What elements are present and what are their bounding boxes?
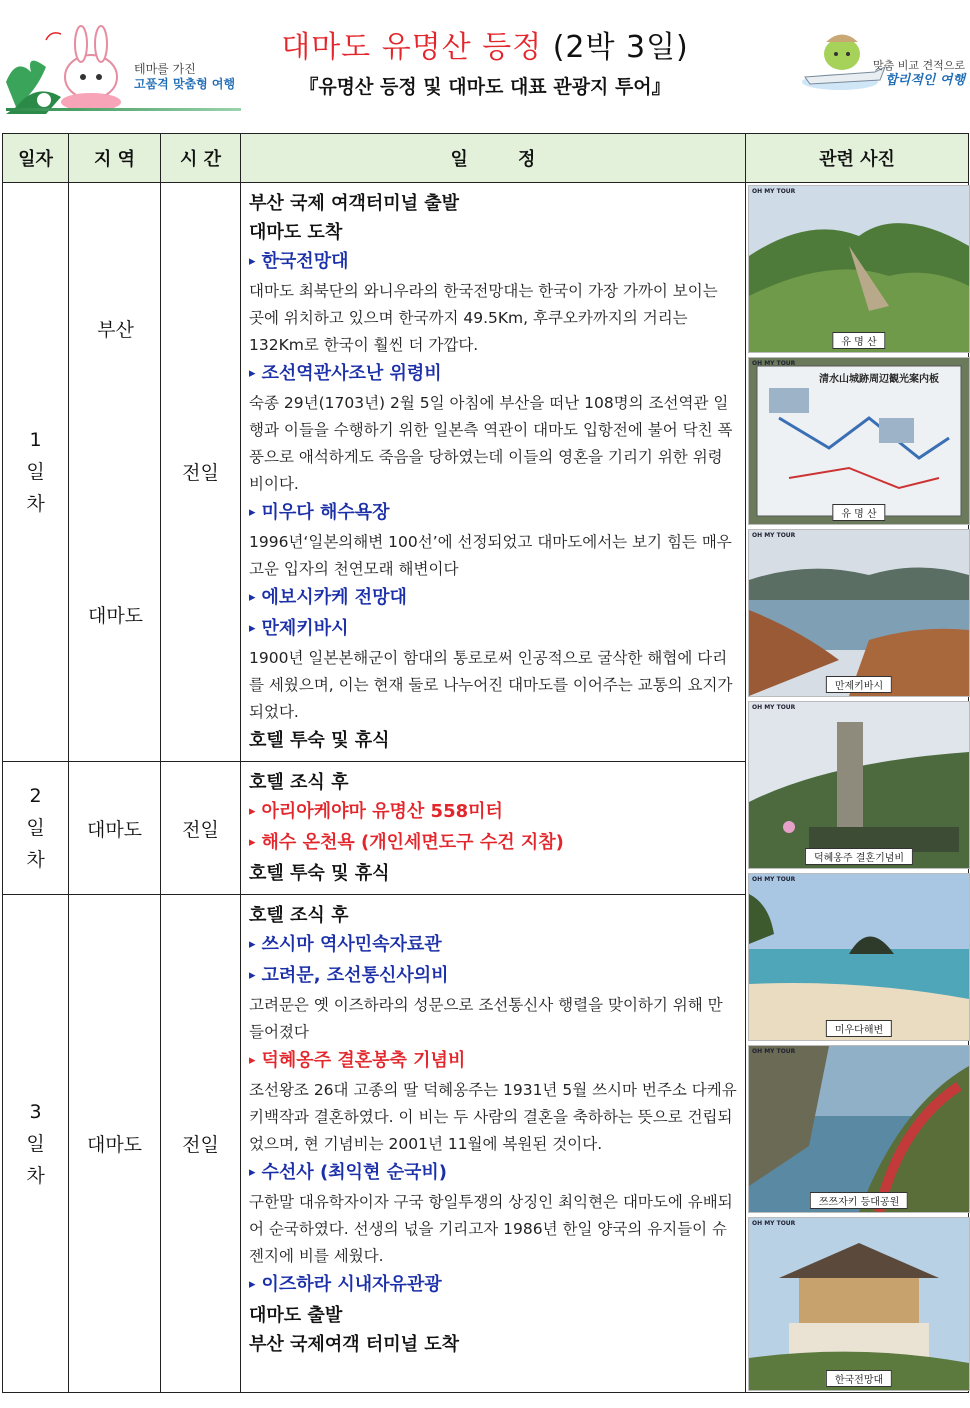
photo-caption: 유 명 산: [832, 504, 885, 521]
photo-beach: [748, 873, 970, 1041]
page-subtitle: 『유명산 등정 및 대마도 대표 관광지 투어』: [299, 76, 671, 98]
schedule-desc: 숙종 29년(1703년) 2월 5일 아침에 부산을 떠난 108명의 조선역관 일행과 이들을 수행하기 위한 일본측 역관이 대마도 입항전에 불어 닥친 폭풍으로 애석하게도 죽음을 당하였는데 이들의 영혼을 기리기 위한 위령비이다.: [249, 394, 733, 493]
col-header-region: 지 역: [69, 134, 161, 183]
schedule-desc: 조선왕조 26대 고종의 딸 덕혜옹주는 1931년 5월 쓰시마 번주소 다케유키백작과 결혼하였다. 이 비는 두 사람의 결혼을 축하하는 뜻으로 건립되었으며, 현 기념비는 2001년 11월에 복원된 것이다.: [249, 1081, 737, 1154]
region-cell-2: 대마도: [69, 761, 161, 894]
table-header-row: [3, 134, 969, 183]
photo-caption: 한국전망대: [826, 1370, 892, 1387]
schedule-sub-item: ▸ 한국전망대: [249, 247, 737, 278]
schedule-sub-item: ▸ 조선역관사조난 위령비: [249, 359, 737, 390]
schedule-item: 부산 국제 여객터미널 출발: [249, 193, 460, 214]
col-header-day: 일자: [3, 134, 69, 183]
photo-monument: [748, 701, 970, 869]
schedule-item: 대마도 도착: [249, 222, 343, 243]
photo-caption: 덕혜옹주 결혼기념비: [805, 848, 913, 865]
day-cell-2: [3, 761, 69, 894]
day-char: 차: [26, 1164, 45, 1187]
watermark: OH MY TOUR: [752, 876, 796, 883]
schedule-sub-item: ▸ 고려문, 조선통신사의비: [249, 961, 737, 992]
left-tagline-1: 테마를 가진: [134, 62, 196, 76]
schedule-desc: 대마도 최북단의 와니우라의 한국전망대는 한국이 가장 가까이 보이는 곳에 위치하고 있으며 한국까지 49.5Km, 후쿠오카까지의 거리는 132Km로 한국이 훨씬 더 가깝다.: [249, 282, 718, 354]
title-duration: (2박 3일): [552, 30, 689, 65]
photo-caption: 유 명 산: [832, 332, 885, 349]
watermark: OH MY TOUR: [752, 1220, 796, 1227]
day-cell-1: [3, 183, 69, 762]
region-cell-3: 대마도: [69, 895, 161, 1393]
photo-caption: 미우다해변: [826, 1020, 892, 1037]
table-row: [3, 183, 969, 762]
schedule-item: 호텔 조식 후: [249, 905, 349, 927]
region-cell-1: [69, 183, 161, 762]
day-cell-3: [3, 895, 69, 1393]
schedule-cell-3: [241, 895, 746, 1393]
day-number: 1: [29, 428, 42, 451]
schedule-cell-1: [241, 183, 746, 762]
title-main: 대마도 유명산 등정: [281, 30, 543, 65]
day-char: 차: [26, 492, 45, 515]
watermark: OH MY TOUR: [752, 532, 796, 539]
schedule-sub-item: ▸ 미우다 해수욕장: [249, 498, 737, 529]
watermark: OH MY TOUR: [752, 704, 796, 711]
time-cell-1: 전일: [161, 183, 241, 762]
header: [0, 0, 970, 120]
day-char: 차: [26, 849, 45, 872]
photo-bay: [748, 529, 970, 697]
left-tagline-2: 고품격 맞춤형 여행: [134, 77, 236, 91]
schedule-sub-item: ▸ 만제키바시: [249, 614, 737, 645]
col-header-schedule: 일 정: [241, 134, 746, 183]
col-header-photos: 관련 사진: [746, 134, 969, 183]
schedule-sub-item: ▸ 수선사 (최익현 순국비): [249, 1158, 737, 1189]
col-header-time: 시 간: [161, 134, 241, 183]
day-number: 2: [29, 785, 42, 808]
schedule-item: 부산 국제여객 터미널 도착: [249, 1334, 460, 1356]
sign-text: 清水山城跡周辺観光案内板: [819, 374, 939, 385]
time-cell-2: 전일: [161, 761, 241, 894]
schedule-cell-2: [241, 761, 746, 894]
photo-caption: 만제키바시: [826, 676, 892, 693]
day-char: 일: [26, 1132, 45, 1155]
schedule-item: 호텔 투숙 및 휴식: [249, 862, 390, 884]
photo-signboard: [748, 357, 970, 525]
schedule-desc: 고려문은 옛 이즈하라의 성문으로 조선통신사 행렬을 맞이하기 위해 만들어졌다: [249, 996, 723, 1042]
schedule-sub-item: ▸ 에보시카케 전망대: [249, 583, 737, 614]
day-number: 3: [29, 1100, 42, 1123]
day-char: 일: [26, 817, 45, 840]
photos-column: [746, 183, 969, 1393]
itinerary-table: [2, 133, 969, 1393]
brand-logo-right: [800, 22, 970, 102]
photo-caption: 쯔쯔자키 등대공원: [810, 1192, 908, 1209]
day-char: 일: [26, 460, 45, 483]
schedule-sub-item: ▸ 이즈하라 시내자유관광: [249, 1270, 737, 1301]
schedule-sub-item: ▸ 해수 온천욕 (개인세면도구 수건 지참): [249, 828, 737, 859]
photo-park: [748, 1045, 970, 1213]
schedule-item: 호텔 투숙 및 휴식: [249, 730, 390, 751]
watermark: OH MY TOUR: [752, 188, 796, 195]
region-busan: 부산: [97, 319, 134, 341]
schedule-item: 대마도 출발: [249, 1305, 343, 1327]
time-cell-3: 전일: [161, 895, 241, 1393]
photo-pavilion: [748, 1217, 970, 1391]
right-tagline-2: 합리적인 여행: [885, 73, 965, 88]
schedule-sub-item: ▸ 쓰시마 역사민속자료관: [249, 930, 737, 961]
schedule-desc: 1900년 일본본해군이 함대의 통로로써 인공적으로 굴삭한 해협에 다리를 세웠으며, 이는 현재 둘로 나누어진 대마도를 이어주는 교통의 요지가 되었다.: [249, 649, 733, 721]
photo-mountain: [748, 185, 970, 353]
schedule-item: 호텔 조식 후: [249, 771, 349, 793]
schedule-desc: 구한말 대유학자이자 구국 항일투쟁의 상징인 최익현은 대마도에 유배되어 순국하였다. 선생의 넋을 기리고자 1986년 한일 양국의 유지들이 슈젠지에 비를 세웠다.: [249, 1193, 733, 1266]
schedule-sub-item: ▸ 덕혜옹주 결혼봉축 기념비: [249, 1046, 737, 1077]
schedule-sub-item: ▸ 아리아케야마 유명산 558미터: [249, 797, 737, 828]
schedule-desc: 1996년‘일본의해변 100선’에 선정되었고 대마도에서는 보기 힘든 매우 고운 입자의 천연모래 해변이다: [249, 533, 732, 578]
watermark: OH MY TOUR: [752, 1048, 796, 1055]
right-tagline-1: 맞춤 비교 견적으로: [872, 59, 965, 72]
watermark: OH MY TOUR: [752, 360, 796, 367]
region-tsushima: 대마도: [87, 605, 144, 627]
